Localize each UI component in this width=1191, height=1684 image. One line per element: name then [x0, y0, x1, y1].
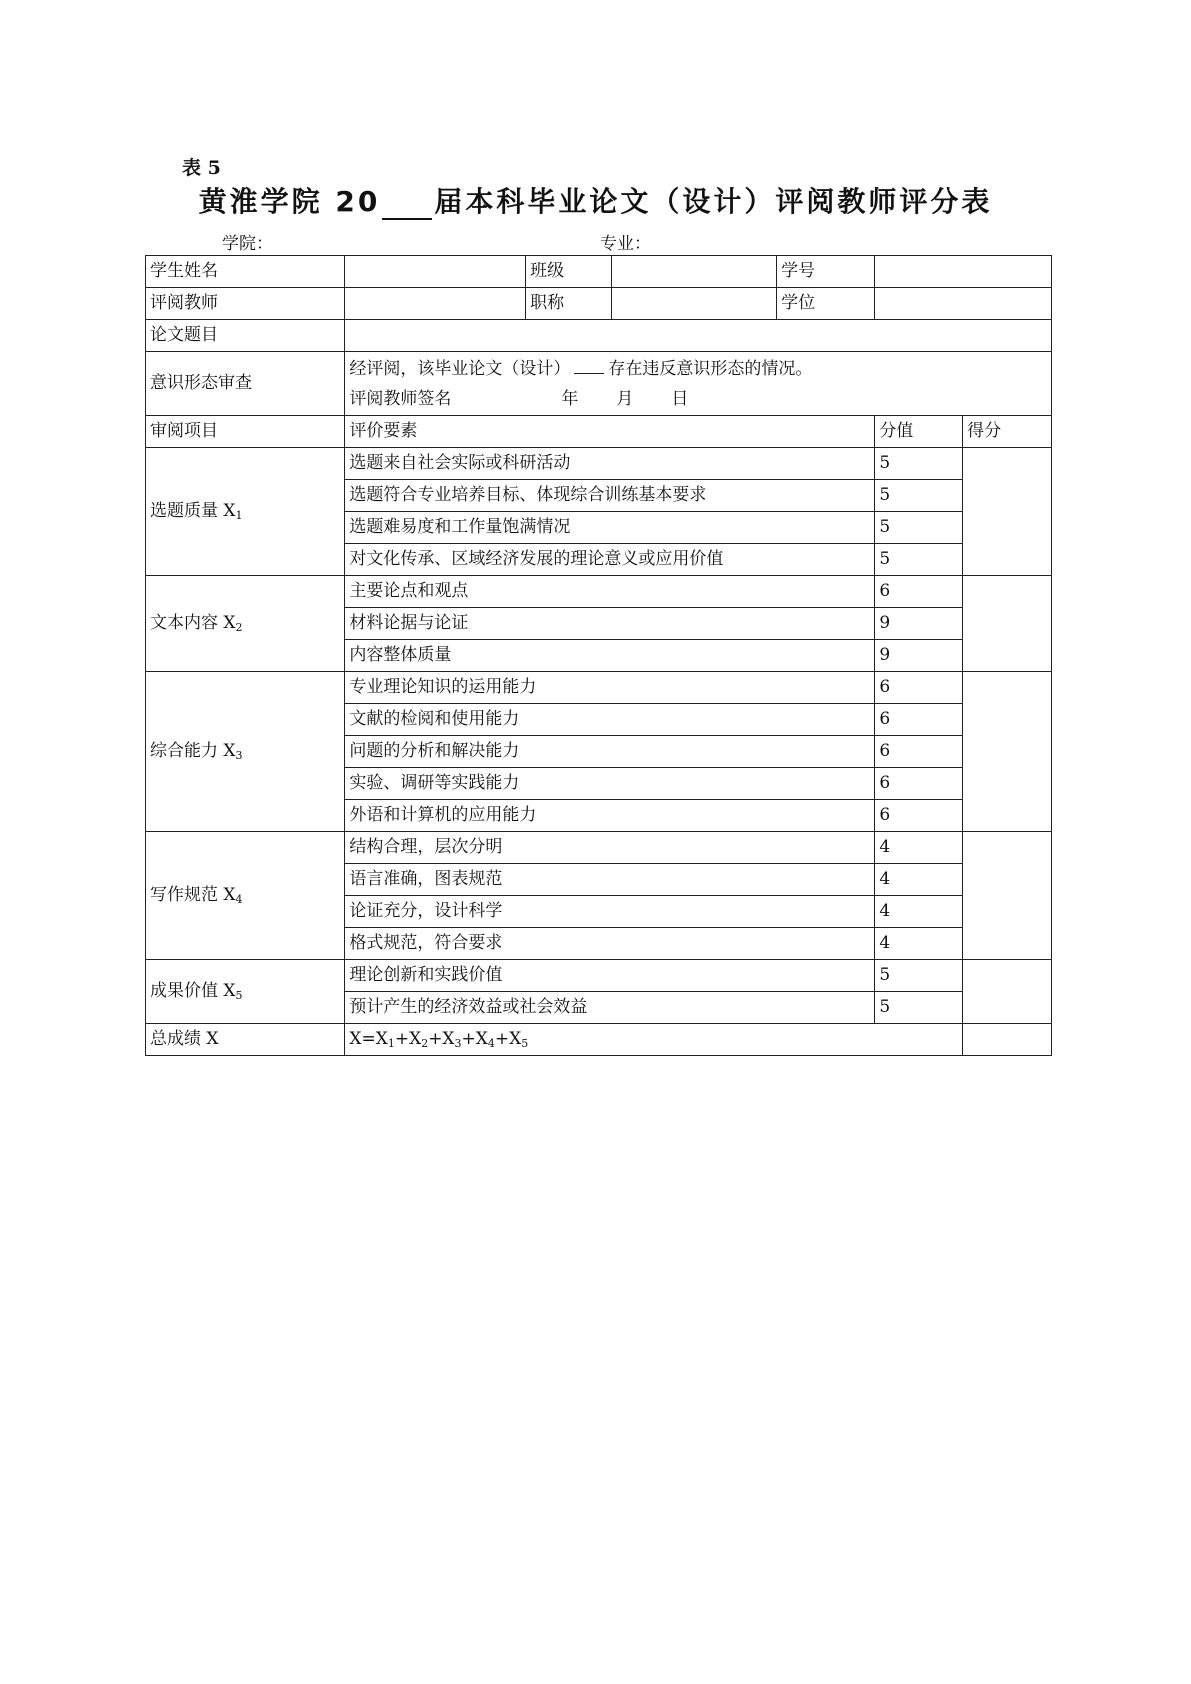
student-name-label: 学生姓名 [146, 256, 345, 288]
title-prefix: 黄淮学院 20 [198, 185, 381, 218]
points-header: 分值 [875, 416, 963, 448]
signature-line [349, 384, 1047, 414]
reviewer-field[interactable] [345, 288, 526, 320]
degree-label: 学位 [777, 288, 875, 320]
criterion-text: 选题符合专业培养目标、体现综合训练基本要求 [345, 480, 875, 512]
points-value: 6 [875, 768, 963, 800]
year-label: 年 [561, 388, 579, 409]
title-rank-field[interactable] [611, 288, 776, 320]
title-rank-label: 职称 [526, 288, 612, 320]
major-label: 专业： [600, 234, 651, 254]
points-value: 5 [875, 448, 963, 480]
category-name: 综合能力 X [150, 740, 236, 761]
criterion-row [146, 960, 1052, 992]
points-value: 6 [875, 800, 963, 832]
criterion-text: 外语和计算机的应用能力 [345, 800, 875, 832]
criterion-text: 材料论据与论证 [345, 608, 875, 640]
grading-table [145, 255, 1052, 1056]
formula-part: X=X [349, 1028, 388, 1049]
points-value: 6 [875, 736, 963, 768]
table-number: 表 5 [182, 157, 221, 179]
thesis-topic-field[interactable] [345, 320, 1052, 352]
total-score-field[interactable] [963, 1024, 1052, 1056]
criteria-header: 评价要素 [345, 416, 875, 448]
points-value: 5 [875, 512, 963, 544]
points-value: 4 [875, 832, 963, 864]
points-value: 6 [875, 576, 963, 608]
formula-part: +X [394, 1028, 422, 1049]
formula-subscript: 5 [521, 1036, 529, 1050]
ideology-statement [349, 354, 1047, 384]
formula-part: +X [428, 1028, 455, 1049]
score-field[interactable] [963, 960, 1052, 1024]
points-value: 5 [875, 480, 963, 512]
criterion-text: 文献的检阅和使用能力 [345, 704, 875, 736]
day-label: 日 [671, 388, 689, 409]
student-name-field[interactable] [345, 256, 526, 288]
points-value: 6 [875, 704, 963, 736]
college-label: 学院： [222, 234, 273, 254]
header-row [146, 416, 1052, 448]
category-subscript: 1 [235, 508, 243, 522]
month-label: 月 [616, 388, 634, 409]
criterion-text: 理论创新和实践价值 [345, 960, 875, 992]
category-name: 选题质量 X [150, 500, 236, 521]
formula-subscript: 3 [454, 1036, 462, 1050]
score-field[interactable] [963, 832, 1052, 960]
ideology-review-cell[interactable] [345, 352, 1052, 416]
points-value: 5 [875, 960, 963, 992]
score-field[interactable] [963, 576, 1052, 672]
points-value: 9 [875, 640, 963, 672]
total-label: 总成绩 X [146, 1024, 345, 1056]
points-value: 5 [875, 544, 963, 576]
criterion-text: 语言准确，图表规范 [345, 864, 875, 896]
points-value: 6 [875, 672, 963, 704]
student-id-label: 学号 [777, 256, 875, 288]
points-value: 4 [875, 864, 963, 896]
formula-subscript: 2 [421, 1036, 429, 1050]
category-label [146, 448, 345, 576]
item-header: 审阅项目 [146, 416, 345, 448]
title-suffix: 届本科毕业论文（设计）评阅教师评分表 [434, 185, 993, 218]
formula-part: +X [461, 1028, 488, 1049]
criterion-text: 主要论点和观点 [345, 576, 875, 608]
class-field[interactable] [611, 256, 776, 288]
category-label [146, 672, 345, 832]
criterion-row [146, 832, 1052, 864]
score-header: 得分 [963, 416, 1052, 448]
class-label: 班级 [526, 256, 612, 288]
ideology-text-b: 存在违反意识形态的情况。 [608, 358, 813, 379]
info-row-ideology [146, 352, 1052, 416]
ideology-text-a: 经评阅，该毕业论文（设计） [349, 358, 571, 379]
criterion-text: 选题难易度和工作量饱满情况 [345, 512, 875, 544]
criterion-text: 选题来自社会实际或科研活动 [345, 448, 875, 480]
category-subscript: 4 [235, 892, 243, 906]
score-field[interactable] [963, 672, 1052, 832]
criterion-text: 实验、调研等实践能力 [345, 768, 875, 800]
criterion-text: 专业理论知识的运用能力 [345, 672, 875, 704]
category-subscript: 2 [235, 620, 243, 634]
total-row [146, 1024, 1052, 1056]
formula-subscript: 1 [387, 1036, 395, 1050]
category-label [146, 832, 345, 960]
criterion-row [146, 672, 1052, 704]
criterion-text: 结构合理，层次分明 [345, 832, 875, 864]
degree-field[interactable] [875, 288, 1052, 320]
info-row-topic [146, 320, 1052, 352]
info-row-student [146, 256, 1052, 288]
criterion-row [146, 576, 1052, 608]
student-id-field[interactable] [875, 256, 1052, 288]
criterion-text: 内容整体质量 [345, 640, 875, 672]
criterion-text: 格式规范，符合要求 [345, 928, 875, 960]
ideology-review-label: 意识形态审查 [146, 352, 345, 416]
points-value: 4 [875, 928, 963, 960]
page-title [150, 180, 1041, 220]
signature-label: 评阅教师签名 [349, 388, 452, 409]
criterion-text: 论证充分，设计科学 [345, 896, 875, 928]
thesis-topic-label: 论文题目 [146, 320, 345, 352]
total-formula [345, 1024, 963, 1056]
category-label [146, 960, 345, 1024]
category-subscript: 5 [235, 988, 243, 1002]
category-subscript: 3 [235, 748, 243, 762]
criterion-text: 问题的分析和解决能力 [345, 736, 875, 768]
reviewer-label: 评阅教师 [146, 288, 345, 320]
criterion-text: 预计产生的经济效益或社会效益 [345, 992, 875, 1024]
category-name: 成果价值 X [150, 980, 236, 1001]
ideology-blank[interactable] [574, 359, 604, 374]
criterion-text: 对文化传承、区域经济发展的理论意义或应用价值 [345, 544, 875, 576]
formula-subscript: 4 [487, 1036, 495, 1050]
points-value: 4 [875, 896, 963, 928]
category-name: 文本内容 X [150, 612, 236, 633]
category-label [146, 576, 345, 672]
points-value: 5 [875, 992, 963, 1024]
formula-part: +X [494, 1028, 522, 1049]
year-blank[interactable] [382, 194, 432, 220]
info-row-reviewer [146, 288, 1052, 320]
score-field[interactable] [963, 448, 1052, 576]
category-name: 写作规范 X [150, 884, 236, 905]
points-value: 9 [875, 608, 963, 640]
criterion-row [146, 448, 1052, 480]
